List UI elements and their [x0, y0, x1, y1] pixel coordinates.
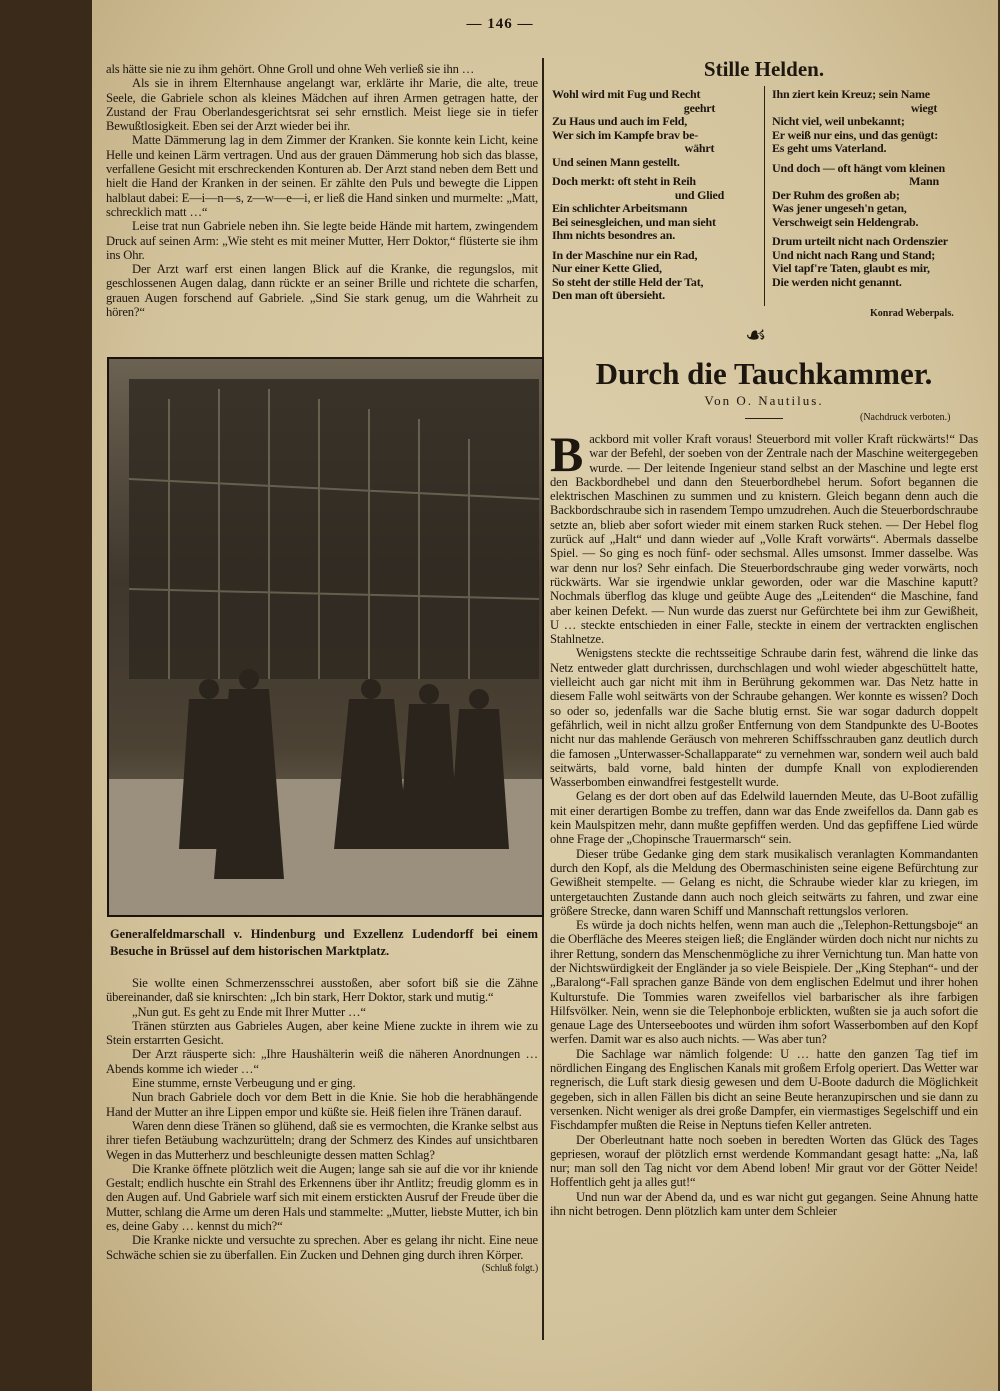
paragraph: Wenigstens steckte die rechtsseitige Schraube darin fest, während die linke das Netz entweder glatt durchrissen, durchschlagen und wohl wieder abgeschüttelt hatte, vielleicht auch gar nicht mit ihm in Berührung gekommen war. Das Netz hatte in diesem Falle wohl seitwärts von der Schraube gehangen. Wer konnte es wissen? Doch so oder so, jedenfalls war die Sache blutig ernst. Sie war sogar dadurch doppelt gefährlich, weil in nicht allzu großer Entfernung von dem Standpunkte des U-Bootes nicht nur das mahlende Geräusch von mehreren Schiffsschrauben ganz deutlich durch die famosen „Unterwasser-Schallapparate“ zu vernehmen war, sondern weil auch bald seitwärts, bald vorne, bald hinten der dumpfe Knall von explodierenden Wasserbomben einwandfrei festgestellt wurde.	[550, 646, 978, 790]
paragraph: Der Oberleutnant hatte noch soeben in beredten Worten das Glück des Tages gepriesen, worauf der plötzlich ernst werdende Kommandant gesagt hatte: „Na, laß nur; man soll den Tag nicht vor dem Abend loben! Mir graut vor der Götter Neide! Hoffentlich geht ja alles gut!“	[550, 1132, 978, 1190]
poem-line: Drum urteilt nicht nach Ordenszier	[772, 234, 948, 248]
paragraph: Sie wollte einen Schmerzensschrei ausstoßen, aber sofort biß sie die Zähne übereinander, daß sie knirschten: „Ich bin stark, Herr Doktor, stark und mutig.“	[106, 976, 538, 1005]
ornament-icon: ☙	[745, 323, 767, 349]
poem-line: Er weiß nur eins, und das genügt:	[772, 127, 939, 142]
poem-line: Und doch — oft hängt vom kleinen	[772, 160, 945, 175]
poem-line: währt	[684, 141, 715, 155]
paragraph: Die Kranke nickte und versuchte zu sprechen. Aber es gelang ihr nicht. Eine neue Schwäche schien sie zu überfallen. Ein Zucken und Dehnen ging durch ihren Körper. (Schluß folgt.)	[106, 1233, 538, 1262]
paragraph: Eine stumme, ernste Verbeugung und er ging.	[132, 1076, 356, 1091]
poem-line: Mann	[909, 174, 939, 188]
paragraph: Gelang es der dort oben auf das Edelwild lauernden Meute, das U-Boot zufällig mit einer derartigen Bombe zu treffen, dann war das Ende zweifellos da. Dann gab es kein Maulspitzen mehr, dann mußte gepfiffen werden. Und das gepfiffene Lied würde ohne Frage der „Chopinsche Trauermarsch“ sein.	[550, 789, 978, 847]
column-divider	[542, 58, 544, 358]
paragraph: Waren denn diese Tränen so glühend, daß sie es vermochten, die Kranke selbst aus ihrer tiefen Betäubung wachzurütteln; drang der Schmerz des Kindes auf unsichtbaren Wegen in das Mutterherz und beschleunigte dessen matten Schlag?	[106, 1118, 538, 1162]
poem-author: Konrad Weberpals.	[870, 308, 954, 319]
paragraph: Leise trat nun Gabriele neben ihn. Sie legte beide Hände mit hartem, zwingendem Druck auf seinen Arm: „Wie steht es mit meiner Mutter, Herr Doktor,“ flüsterte sie ihm ins Ohr.	[106, 219, 538, 262]
poem-line: geehrt	[683, 100, 716, 115]
poem-stanza	[552, 249, 757, 303]
drop-cap: B	[550, 432, 584, 482]
poem-divider	[764, 86, 765, 306]
poem-line: Wer sich im Kampfe brav be-	[552, 127, 699, 142]
poem-line: In der Maschine nur ein Rad,	[552, 247, 698, 262]
poem-line: Der Ruhm des großen ab;	[772, 187, 900, 202]
poem-line: Nur einer Kette Glied,	[552, 261, 662, 275]
poem-line: Zu Haus und auch im Feld,	[552, 114, 688, 128]
paragraph: Die Kranke öffnete plötzlich weit die Augen; lange sah sie auf die vor ihr kniende Gestalt; endlich huschte ein Strahl des Erkennens über ihr Antlitz; freudig glomm es in den Augen auf. Und Gabriele warf sich mit einem erstickten Ausruf der Freude über die Mutter, schlang die Arme um deren Hals und stammelte: „Mutter, liebste Mutter, ich bin es, deine Gaby … kennst du mich?“	[106, 1161, 538, 1234]
paragraph: „Nun gut. Es geht zu Ende mit Ihrer Mutter …“	[132, 1004, 366, 1019]
photo-hindenburg-ludendorff-brussels	[107, 357, 544, 917]
paragraph-text: ackbord mit voller Kraft voraus! Steuerbord mit voller Kraft rückwärts!“ Das war der Befehl, der soeben von der Zentrale nach der Maschine weitergegeben wurde. — Der leitende Ingenieur stand selbst an der Maschine und legte erst den Backbordhebel und dann den Steuerbordhebel herum. Sofort begannen die elektrischen Maschinen zu summen und zu knistern. Gleich begann denn auch die Backbordschraube sich in rasendem Tempo umzudrehen. Auch die Steuerbordschraube setzte an, blieb aber sofort wieder mit einem starken Ruck stehen. — Der Hebel flog zurück auf „Halt“ und dann wieder auf „Volle Kraft vorwärts“. Abermals dasselbe Spiel. — So ging es noch fünf- oder sechsmal. Alles umsonst. Immer dasselbe. Was war denn nur los? Sehr einfach. Die Steuerbordschraube ging weder vorwärts, noch rückwärts. War sie irgendwie unklar geworden, oder war die Maschine kaputt? Nochmals überflog das kluge und geübte Auge des „Leitenden“ die Maschine, fand aber keinen Defekt. — Nun wurde das zuerst nur Gefürchtete bei ihm zur Gewißheit, U … steckte entschieden in einer Falle, steckte in einem der vertrackten englischen Stahlnetze.	[550, 432, 978, 647]
poem-stanza	[552, 175, 757, 243]
story-continuation-bottom	[106, 976, 538, 1336]
poem-line: Ihm nichts besondres an.	[552, 228, 676, 242]
poem-line: Es geht ums Vaterland.	[772, 141, 887, 155]
poem-stanza	[772, 88, 986, 156]
page-number: — 146 —	[466, 16, 534, 32]
poem-line: Wohl wird mit Fug und Recht	[552, 87, 701, 101]
paragraph: Der Arzt räusperte sich: „Ihre Haushälterin weiß die näheren Anordnungen … Abends komme ich wieder …“	[106, 1047, 538, 1076]
photo-illustration	[109, 359, 542, 915]
article-title: Durch die Tauchkammer.	[595, 356, 933, 391]
photo-caption: Generalfeldmarschall v. Hindenburg und Exzellenz Ludendorff bei einem Besuche in Brüssel auf dem historischen Marktplatz.	[110, 927, 538, 958]
poem-line: Und nicht nach Rang und Stand;	[772, 247, 936, 262]
poem-line: Was jener ungeseh'n getan,	[772, 201, 907, 215]
article-body	[550, 432, 978, 1344]
poem-line: Nicht viel, weil unbekannt;	[772, 114, 905, 128]
poem-stanza	[772, 162, 986, 230]
poem-line: Den man oft übersieht.	[552, 288, 665, 302]
poem-line: Ein schlichter Arbeitsmann	[552, 201, 688, 215]
poem-line: Und seinen Mann gestellt.	[552, 154, 680, 169]
poem-line: Viel tapf're Taten, glaubt es mir,	[772, 261, 930, 275]
poem-left-column	[552, 88, 757, 309]
poem-line: Bei seinesgleichen, und man sieht	[552, 214, 716, 229]
article-first-paragraph	[550, 432, 978, 646]
poem-line: Verschweigt sein Heldengrab.	[772, 214, 919, 229]
poem-line: und Glied	[674, 187, 725, 202]
paragraph: Tränen stürzten aus Gabrieles Augen, aber keine Miene zuckte in ihrem wie zu Stein erstarrten Gesicht.	[106, 1018, 538, 1048]
poem-line: So steht der stille Held der Tat,	[552, 274, 704, 289]
paragraph: Und nun war der Abend da, und es war nicht gut gegangen. Seine Ahnung hatte ihn nicht betrogen. Denn plötzlich kam unter dem Schleier	[550, 1189, 978, 1219]
paragraph: Die Sachlage war nämlich folgende: U … hatte den ganzen Tag tief im nördlichen Eingang des Englischen Kanals mit großem Erfolg operiert. Das Wetter war regnerisch, die Luft stark diesig gewesen und dem U-Boote dadurch die Möglichkeit gegeben, sich in allen Fällen bis dicht an seine Beute heranzupirschen und sie dann zu versenken. Nicht weniger als drei große Dampfer, ein viermastiges Segelschiff und ein Fischdampfer mußten die Reise in Neptuns tiefen Keller antreten.	[550, 1046, 978, 1133]
paragraph: Es würde ja doch nichts helfen, wenn man auch die „Telephon-Rettungsboje“ an die Oberfläche des Meeres steigen ließ; die Engländer würden doch nicht nur nichts zu ihrer Rettung, sondern das Menschenmögliche zu ihrer Vernichtung tun. Man hatte von der Nichtswürdigkeit der Engländer ja so viele Beispiele. Der „King Stephan“- und der „Baralong“-Fall sprachen ganze Bände von dem englischen Edelmut und ihrer hohen Kulturstufe. Die Tommies waren zweifellos viel barbarischer als ihre farbigen Hilfsvölker. Nein, wenn sie die Telephonboje erblickten, wußten sie ja auch sofort die genaue Lage des Unterseebootes und würden ihm sofort Wasserbomben auf den Kopf werfen. Damit war es also auch nichts. — Was aber tun?	[550, 918, 978, 1047]
divider	[745, 418, 783, 419]
poem-stanza	[772, 235, 986, 289]
paragraph: Dieser trübe Gedanke ging dem stark musikalisch veranlagten Kommandanten durch den Kopf, als die Meldung des Obermaschinisten seine eigene Befürchtung zur Gewißheit stempelte. — Gelang es nicht, die Schraube wieder klar zu kriegen, im untergetauchten Zustande dann auch noch gleich seitwärts zu fahren, und zwar eine größere Strecke, dann waren Schiff und Mannschaft rettungslos verloren.	[550, 846, 978, 918]
paragraph: Als sie in ihrem Elternhause angelangt war, erklärte ihr Marie, die alte, treue Seele, die Gabriele schon als kleines Mädchen auf ihren Armen getragen hatte, der Zustand der Frau Oberlandesgerichtsrat sei sehr ernstlich. Meist liege sie in tiefer Bewußtlosigkeit. Eben sei der Arzt wieder bei ihr.	[106, 76, 538, 134]
to-be-continued-note: (Schluß folgt.)	[481, 1262, 538, 1274]
paragraph: Nun brach Gabriele doch vor dem Bett in die Knie. Sie hob die herabhängende Hand der Mutter an ihre Lippen empor und küßte sie. Heiß fielen ihre Tränen darauf.	[106, 1090, 538, 1119]
story-continuation-top	[106, 62, 538, 352]
paragraph: Matte Dämmerung lag in dem Zimmer der Kranken. Sie konnte kein Licht, keine Helle und keinen Lärm vertragen. Und aus der grauen Dämmerung hob sich das blasse, verfallene Gesicht mit erschreckenden Konturen ab. Der Arzt stand neben dem Bett und hielt die Hand der Kranken in der seinen. Er zählte den Puls und bewegte die Lippen halblaut dabei: E—i—n—s, z—w—e—i, er ließ die Hand sinken und murmelte: „Matt, schrecklich matt …“	[106, 133, 538, 219]
article-byline: Von O. Nautilus.	[704, 393, 824, 408]
paragraph: als hätte sie nie zu ihm gehört. Ohne Groll und ohne Weh verließ sie ihn …	[106, 62, 475, 76]
poem-stanza	[552, 88, 757, 169]
paragraph: Der Arzt warf erst einen langen Blick auf die Kranke, die regungslos, mit geschlossenen Augen dalag, dann rückte er an seiner Brille und richtete die scharfen, grauen Augen forschend auf Gabriele. „Sind Sie stark genug, um die Wahrheit zu hören?“	[106, 262, 538, 320]
poem-line: Ihn ziert kein Kreuz; sein Name	[772, 87, 930, 101]
poem-line: Die werden nicht genannt.	[772, 274, 902, 289]
reprint-note: (Nachdruck verboten.)	[860, 412, 951, 423]
poem-line: wiegt	[910, 100, 938, 115]
poem-title: Stille Helden.	[703, 57, 825, 81]
poem-right-column	[772, 88, 986, 295]
poem-line: Doch merkt: oft steht in Reih	[552, 174, 696, 188]
